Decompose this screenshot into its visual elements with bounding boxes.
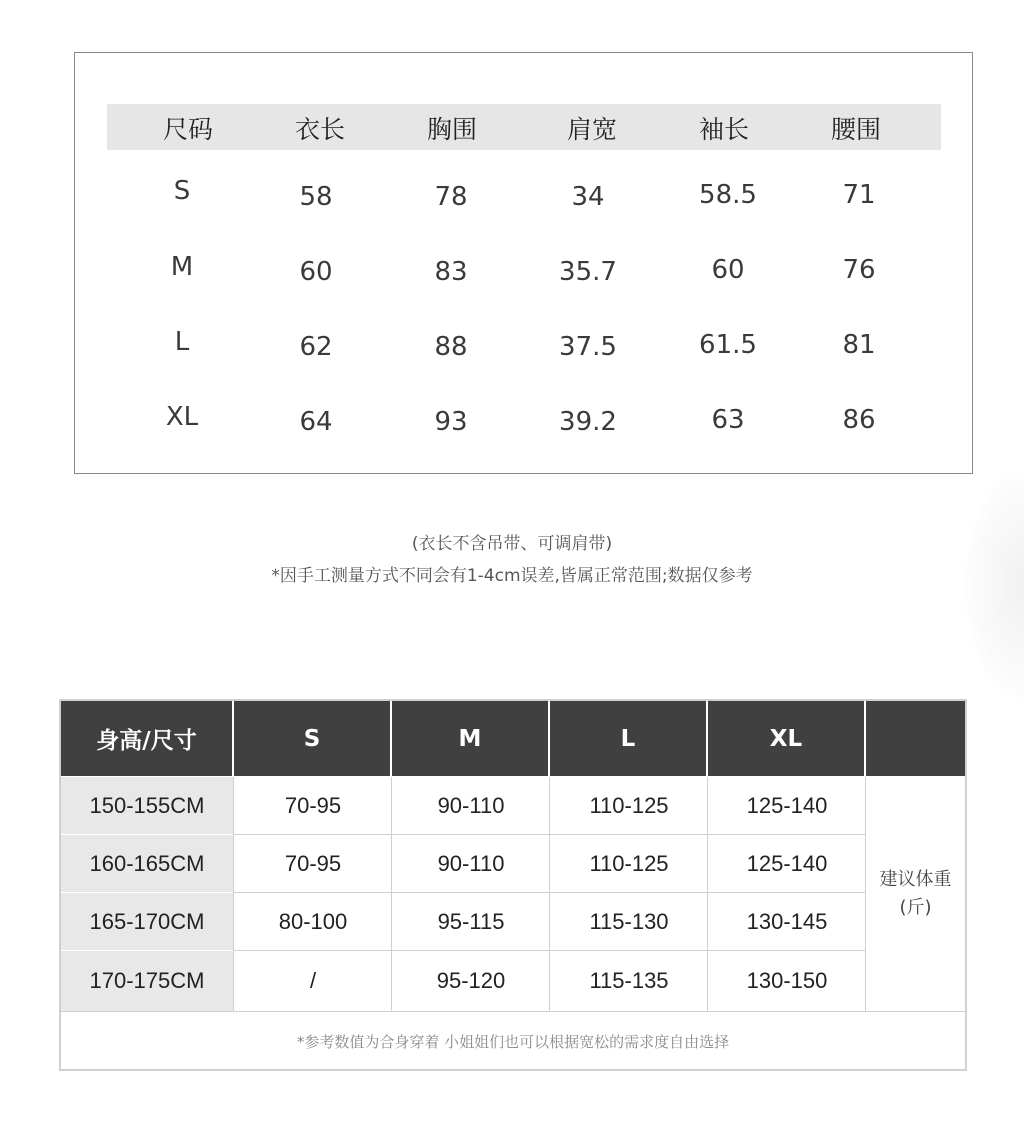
- table-cell: 78: [434, 182, 468, 212]
- weight-cell: 130-145: [746, 908, 828, 934]
- weight-cell: 110-125: [589, 792, 669, 818]
- table-cell: 76: [842, 255, 876, 285]
- table-cell: 60: [711, 255, 745, 285]
- header-bust: 胸围: [426, 115, 477, 144]
- header-size-xl: XL: [708, 701, 864, 776]
- weight-cell: 90-110: [437, 850, 505, 876]
- table-cell: 63: [711, 405, 745, 435]
- weight-cell: 70-95: [284, 792, 342, 818]
- size-label: XL: [165, 402, 199, 432]
- size-label: M: [170, 252, 194, 282]
- weight-cell: 125-140: [746, 850, 828, 876]
- header-length: 衣长: [294, 115, 345, 144]
- table-cell: 58: [299, 182, 333, 212]
- header-shoulder: 肩宽: [566, 115, 617, 144]
- weight-cell: 70-95: [284, 850, 342, 876]
- table-cell: 83: [434, 257, 468, 287]
- table-cell: 86: [842, 405, 876, 435]
- note-measurement-error: *因手工测量方式不同会有1-4cm误差,皆属正常范围;数据仅参考: [271, 566, 753, 586]
- table-cell: 34: [571, 182, 605, 212]
- header-waist: 腰围: [830, 115, 881, 144]
- size-label: S: [173, 176, 191, 206]
- header-size: 尺码: [162, 115, 213, 144]
- table-cell: 37.5: [559, 332, 617, 362]
- header-size-l: L: [550, 701, 706, 776]
- table-cell: 71: [842, 180, 876, 210]
- table-cell: 81: [842, 330, 876, 360]
- table-cell: 62: [299, 332, 333, 362]
- table-cell: 39.2: [559, 407, 617, 437]
- table-cell: 60: [299, 257, 333, 287]
- weight-cell: 115-135: [589, 968, 669, 993]
- weight-cell: 115-130: [589, 908, 669, 934]
- table-cell: 35.7: [559, 257, 617, 287]
- header-height-size: 身高/尺寸: [61, 701, 232, 776]
- weight-cell: 130-150: [746, 968, 828, 993]
- suggested-weight-label: [866, 777, 965, 1011]
- height-label: 150-155CM: [61, 777, 233, 834]
- grid-line: [61, 1011, 965, 1012]
- table-cell: 64: [299, 407, 333, 437]
- header-blank: [866, 701, 965, 776]
- note-strap: (衣长不含吊带、可调肩带): [411, 534, 613, 554]
- weight-cell: 90-110: [437, 792, 505, 818]
- height-label: 165-170CM: [61, 893, 233, 950]
- weight-cell: 95-120: [436, 968, 506, 993]
- table-cell: 58.5: [699, 180, 757, 210]
- table-cell: 61.5: [699, 330, 757, 360]
- header-size-m: M: [392, 701, 548, 776]
- weight-unit: (斤): [899, 897, 932, 918]
- weight-cell: 125-140: [746, 792, 828, 818]
- table-cell: 88: [434, 332, 468, 362]
- weight-cell: 80-100: [278, 908, 348, 934]
- height-label: 160-165CM: [61, 835, 233, 892]
- header-size-s: S: [234, 701, 390, 776]
- suggested-weight-title: 建议体重: [879, 869, 952, 890]
- table-footer-note: *参考数值为合身穿着 小姐姐们也可以根据宽松的需求度自由选择: [296, 1032, 730, 1051]
- header-sleeve: 袖长: [698, 115, 749, 144]
- weight-cell: /: [309, 968, 317, 993]
- table-cell: 93: [434, 407, 468, 437]
- size-label: L: [174, 327, 190, 357]
- weight-cell: 110-125: [589, 850, 669, 876]
- height-label: 170-175CM: [61, 951, 233, 1011]
- weight-cell: 95-115: [437, 908, 505, 934]
